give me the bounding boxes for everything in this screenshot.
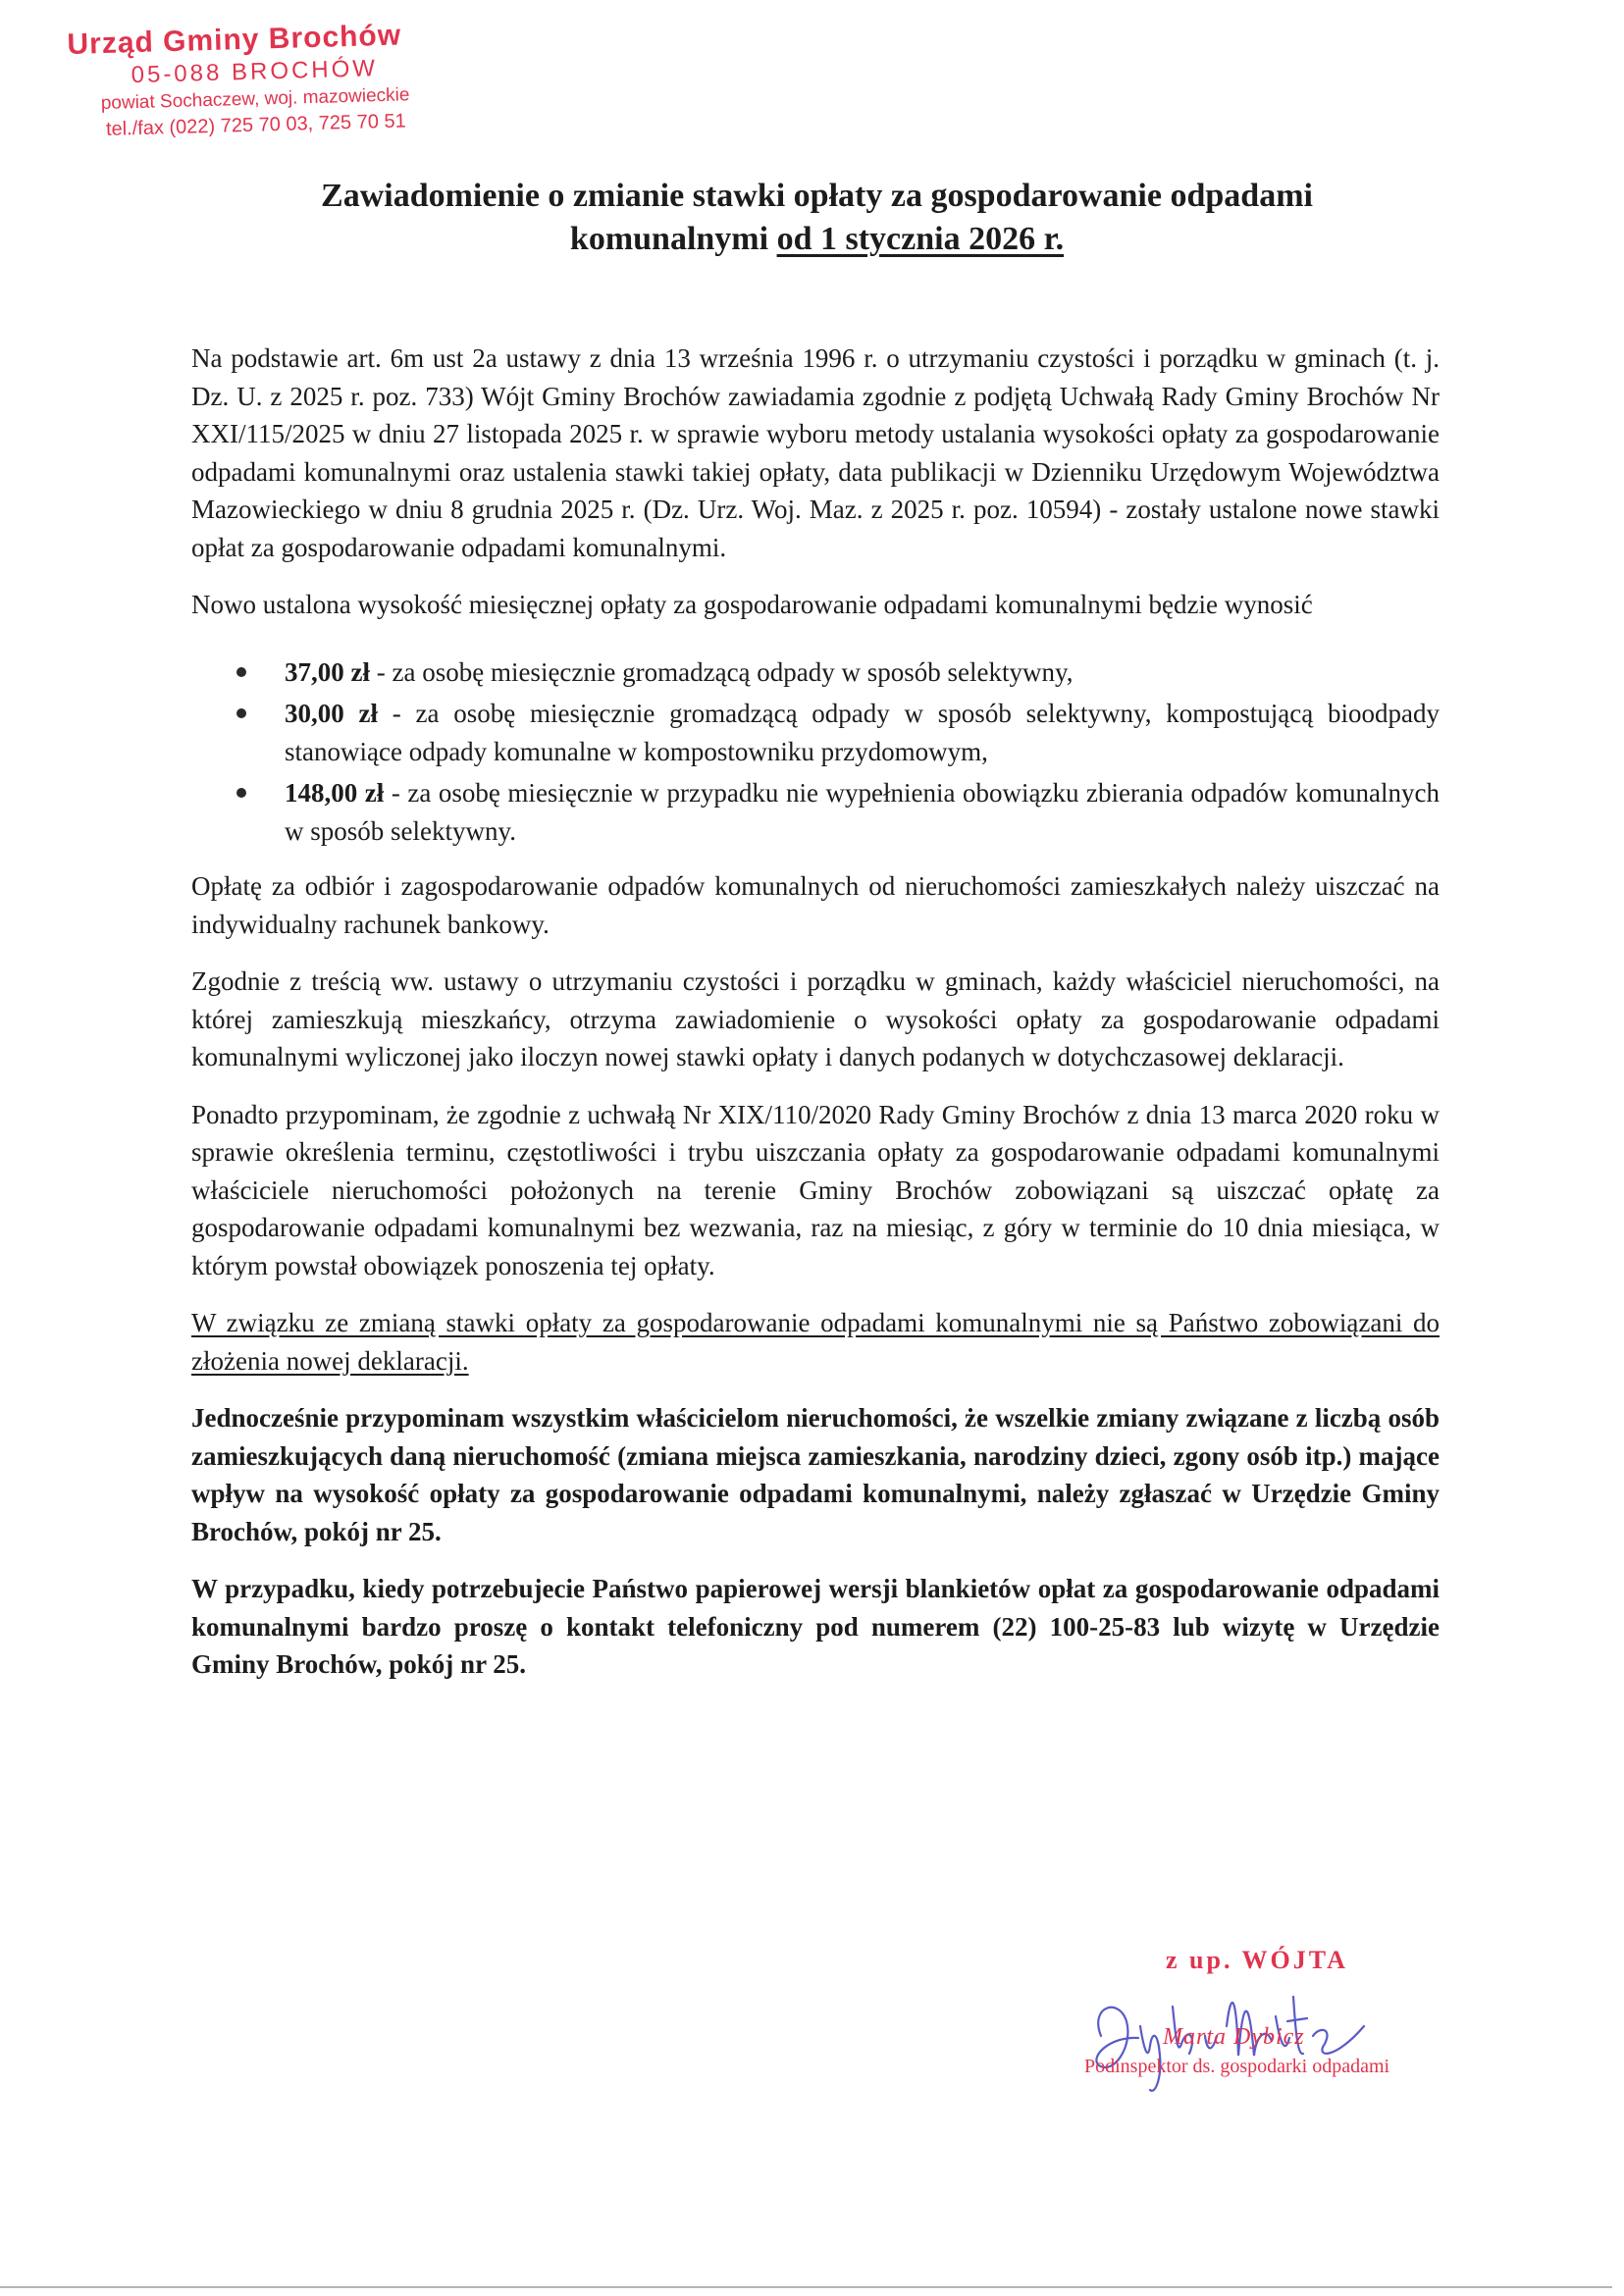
- paragraph-report-changes: Jednocześnie przypominam wszystkim właścicielom nieruchomości, że wszelkie zmiany związane z liczbą osób zamieszkujących daną nieruchomość (zmiana miejsca zamieszkania, narodziny dzieci, zgony osób itp.) mające wpływ na wysokość opłaty za gospodarowanie odpadami komunalnymi, należy zgłaszać w Urzędzie Gminy Brochów, pokój nr 25.: [191, 1403, 1440, 1546]
- rate-amount: 148,00 zł: [285, 778, 385, 808]
- paragraph-paper-forms-contact: W przypadku, kiedy potrzebujecie Państwo papierowej wersji blankietów opłat za gospodarowanie odpadami komunalnymi bardzo proszę o kontakt telefoniczny pod numerem (22) 100-25-83 lub wizytę w Urzędzie Gminy Brochów, pokój nr 25.: [191, 1574, 1440, 1679]
- rates-list: [191, 653, 1440, 851]
- paragraph-notification: Zgodnie z treścią ww. ustawy o utrzymaniu czystości i porządku w gminach, każdy właściciel nieruchomości, na której zamieszkują mieszkańcy, otrzyma zawiadomienie o wysokości opłaty za gospodarowanie odpadami komunalnymi wyliczonej jako iloczyn nowej stawki opłaty i danych podanych w dotychczasowej deklaracji.: [191, 966, 1440, 1071]
- rate-item-composting: [191, 695, 1440, 770]
- rate-amount: 37,00 zł: [285, 656, 370, 687]
- paragraph-payment-account: Opłatę za odbiór i zagospodarowanie odpadów komunalnych od nieruchomości zamieszkałych należy uiszczać na indywidualny rachunek bankowy.: [191, 871, 1440, 939]
- rate-description: - za osobę miesięcznie gromadzącą odpady w sposób selektywny,: [370, 656, 1074, 687]
- signature-block: [1079, 1938, 1472, 2095]
- stamp-phone: tel./fax (022) 725 70 03, 725 70 51: [105, 110, 406, 140]
- stamp-postal-city: 05-088 BROCHÓW: [131, 55, 379, 89]
- rate-description: - za osobę miesięcznie gromadzącą odpady w sposób selektywny, kompostującą bioodpady stanowiące odpady komunalne w kompostowniku przydomowym,: [285, 699, 1440, 766]
- rate-item-non-selective: [191, 774, 1440, 850]
- title-effective-date: od 1 stycznia 2026 r.: [776, 221, 1065, 257]
- title-line-2: [191, 218, 1442, 261]
- page-bottom-edge-divider: [0, 2286, 1612, 2288]
- paragraph-payment-terms: Ponadto przypominam, że zgodnie z uchwałą Nr XIX/110/2020 Rady Gminy Brochów z dnia 13 marca 2020 roku w sprawie określenia terminu, częstotliwości i trybu uiszczania opłaty za gospodarowanie odpadami komunalnymi właściciele nieruchomości położonych na terenie Gminy Brochów zobowiązani są uiszczać opłatę za gospodarowanie odpadami komunalnymi bez wezwania, raz na miesiąc, z góry w terminie do 10 dnia miesiąca, w którym powstał obowiązek ponoszenia tej opłaty.: [191, 1099, 1440, 1280]
- rate-amount: 30,00 zł: [285, 699, 378, 728]
- stamp-district: powiat Sochaczew, woj. mazowieckie: [100, 84, 410, 115]
- stamp-office-name: Urząd Gminy Brochów: [67, 19, 402, 61]
- document-body: [191, 339, 1440, 1703]
- rate-description: - za osobę miesięcznie w przypadku nie wypełnienia obowiązku zbierania odpadów komunalnych w sposób selektywny.: [285, 778, 1440, 846]
- rate-item-selective: [191, 653, 1440, 692]
- paragraph-legal-basis: Na podstawie art. 6m ust 2a ustawy z dnia 13 września 1996 r. o utrzymaniu czystości i porządku w gminach (t. j. Dz. U. z 2025 r. poz. 733) Wójt Gminy Brochów zawiadamia zgodnie z podjętą Uchwałą Rady Gminy Brochów Nr XXI/115/2025 w dniu 27 listopada 2025 r. w sprawie wyboru metody ustalania wysokości opłaty za gospodarowanie odpadami komunalnymi oraz ustalenia stawki takiej opłaty, data publikacji w Dzienniku Urzędowym Województwa Mazowieckiego w dniu 8 grudnia 2025 r. (Dz. Urz. Woj. Maz. z 2025 r. poz. 10594) - zostały ustalone nowe stawki opłat za gospodarowanie odpadami komunalnymi.: [191, 343, 1440, 562]
- paragraph-no-new-declaration: W związku ze zmianą stawki opłaty za gospodarowanie odpadami komunalnymi nie są Państwo zobowiązani do złożenia nowej deklaracji.: [191, 1308, 1440, 1376]
- bullet-icon: [236, 667, 246, 677]
- signature-authority: z up. WÓJTA: [1166, 1946, 1348, 1974]
- signatory-name: Marta Dybicz: [1163, 2024, 1305, 2050]
- document-title: [191, 175, 1442, 261]
- signatory-role: Podinspektor ds. gospodarki odpadami: [1084, 2056, 1390, 2077]
- title-line-2-plain: komunalnymi: [569, 221, 777, 257]
- bullet-icon: [236, 708, 246, 718]
- bullet-icon: [236, 788, 246, 798]
- office-stamp: [67, 17, 443, 143]
- title-line-1: Zawiadomienie o zmianie stawki opłaty za gospodarowanie odpadami: [321, 178, 1313, 214]
- paragraph-new-rates-intro: Nowo ustalona wysokość miesięcznej opłaty za gospodarowanie odpadami komunalnymi będzie wynosić: [191, 590, 1313, 619]
